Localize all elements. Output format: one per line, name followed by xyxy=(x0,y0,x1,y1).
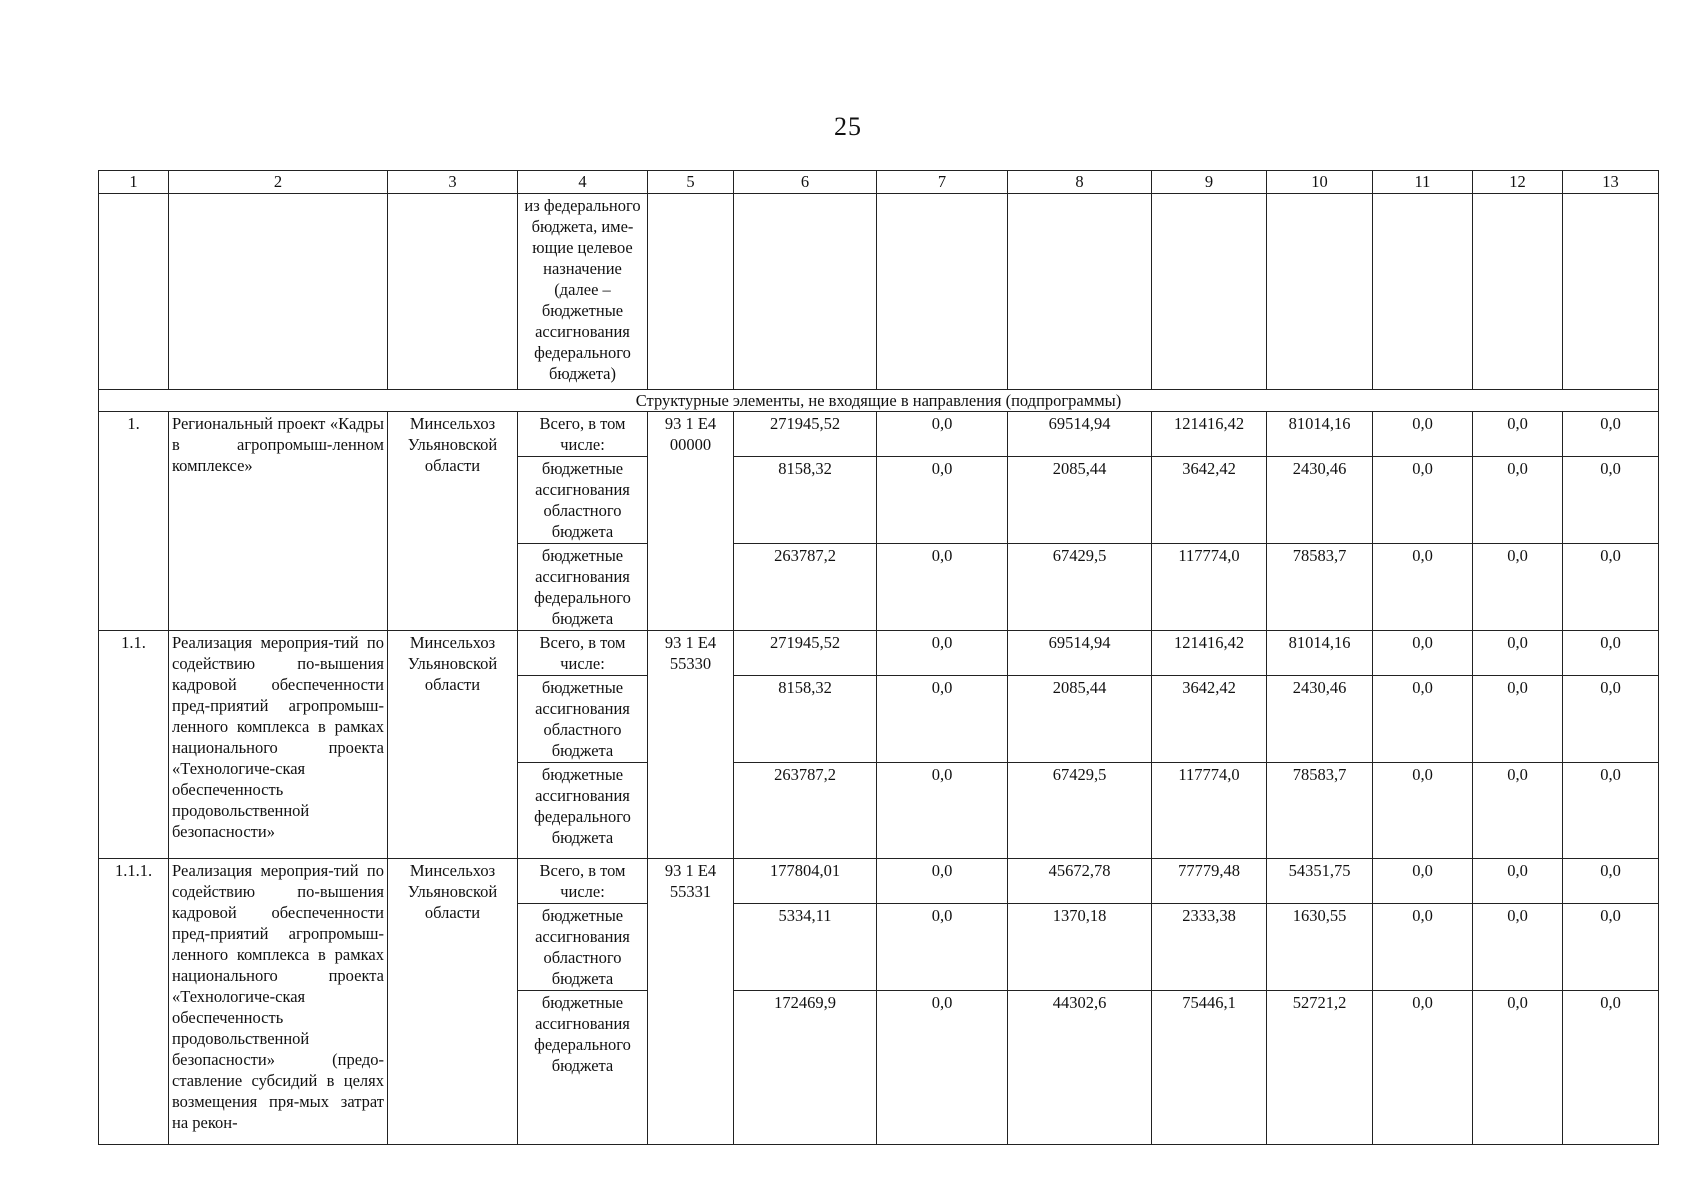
value-cell-col12: 0,0 xyxy=(1473,763,1563,859)
value-cell-col6: 8158,32 xyxy=(734,676,877,763)
value-cell-col12: 0,0 xyxy=(1473,544,1563,631)
value-cell-col10: 81014,16 xyxy=(1267,631,1373,676)
value-cell-col7: 0,0 xyxy=(877,457,1008,544)
value-cell-col11: 0,0 xyxy=(1373,457,1473,544)
column-number-2: 2 xyxy=(169,171,388,194)
value-cell-col7: 0,0 xyxy=(877,544,1008,631)
value-cell-col13: 0,0 xyxy=(1563,763,1659,859)
budget-code: 93 1 Е4 00000 xyxy=(648,412,734,631)
value-cell-col7: 0,0 xyxy=(877,904,1008,991)
value-cell-col11: 0,0 xyxy=(1373,676,1473,763)
value-cell-col6: 263787,2 xyxy=(734,544,877,631)
value-cell-col13: 0,0 xyxy=(1563,631,1659,676)
value-cell-col11: 0,0 xyxy=(1373,859,1473,904)
continued-col2 xyxy=(169,194,388,390)
value-cell-col10: 2430,46 xyxy=(1267,457,1373,544)
value-cell-col12: 0,0 xyxy=(1473,457,1563,544)
value-cell-col8: 2085,44 xyxy=(1008,676,1152,763)
continued-col11 xyxy=(1373,194,1473,390)
value-cell-col10: 54351,75 xyxy=(1267,859,1373,904)
items-body xyxy=(99,412,1659,1145)
column-number-8: 8 xyxy=(1008,171,1152,194)
value-cell-col11: 0,0 xyxy=(1373,763,1473,859)
column-number-row xyxy=(99,171,1659,194)
value-cell-col12: 0,0 xyxy=(1473,904,1563,991)
column-number-1: 1 xyxy=(99,171,169,194)
value-cell-col11: 0,0 xyxy=(1373,904,1473,991)
funding-source: бюджетные ассигнования федерального бюджета xyxy=(518,763,648,859)
value-cell-col10: 78583,7 xyxy=(1267,763,1373,859)
section-title: Структурные элементы, не входящие в направления (подпрограммы) xyxy=(99,390,1659,412)
value-cell-col8: 2085,44 xyxy=(1008,457,1152,544)
value-cell-col13: 0,0 xyxy=(1563,859,1659,904)
column-number-10: 10 xyxy=(1267,171,1373,194)
value-cell-col6: 271945,52 xyxy=(734,631,877,676)
funding-source: Всего, в том числе: xyxy=(518,631,648,676)
item-row xyxy=(99,631,1659,676)
value-cell-col7: 0,0 xyxy=(877,991,1008,1145)
item-row xyxy=(99,859,1659,904)
value-cell-col10: 78583,7 xyxy=(1267,544,1373,631)
funding-source: Всего, в том числе: xyxy=(518,859,648,904)
value-cell-col6: 172469,9 xyxy=(734,991,877,1145)
value-cell-col13: 0,0 xyxy=(1563,457,1659,544)
value-cell-col9: 3642,42 xyxy=(1152,457,1267,544)
value-cell-col9: 121416,42 xyxy=(1152,412,1267,457)
funding-source: бюджетные ассигнования федерального бюджета xyxy=(518,544,648,631)
value-cell-col8: 45672,78 xyxy=(1008,859,1152,904)
column-number-12: 12 xyxy=(1473,171,1563,194)
column-number-4: 4 xyxy=(518,171,648,194)
continued-col10 xyxy=(1267,194,1373,390)
value-cell-col6: 177804,01 xyxy=(734,859,877,904)
value-cell-col6: 263787,2 xyxy=(734,763,877,859)
value-cell-col11: 0,0 xyxy=(1373,412,1473,457)
budget-table xyxy=(98,170,1659,1145)
funding-source: бюджетные ассигнования областного бюджета xyxy=(518,457,648,544)
value-cell-col9: 77779,48 xyxy=(1152,859,1267,904)
value-cell-col12: 0,0 xyxy=(1473,631,1563,676)
value-cell-col11: 0,0 xyxy=(1373,991,1473,1145)
item-executor: Минсельхоз Ульяновской области xyxy=(388,859,518,1145)
value-cell-col11: 0,0 xyxy=(1373,631,1473,676)
value-cell-col6: 271945,52 xyxy=(734,412,877,457)
column-number-5: 5 xyxy=(648,171,734,194)
value-cell-col9: 117774,0 xyxy=(1152,544,1267,631)
value-cell-col11: 0,0 xyxy=(1373,544,1473,631)
column-number-9: 9 xyxy=(1152,171,1267,194)
value-cell-col13: 0,0 xyxy=(1563,544,1659,631)
item-number: 1.1.1. xyxy=(99,859,169,1145)
value-cell-col9: 3642,42 xyxy=(1152,676,1267,763)
value-cell-col10: 52721,2 xyxy=(1267,991,1373,1145)
budget-code: 93 1 Е4 55331 xyxy=(648,859,734,1145)
value-cell-col6: 5334,11 xyxy=(734,904,877,991)
value-cell-col8: 69514,94 xyxy=(1008,412,1152,457)
funding-source: бюджетные ассигнования федерального бюджета xyxy=(518,991,648,1145)
value-cell-col8: 1370,18 xyxy=(1008,904,1152,991)
continued-col8 xyxy=(1008,194,1152,390)
item-number: 1.1. xyxy=(99,631,169,859)
value-cell-col10: 1630,55 xyxy=(1267,904,1373,991)
value-cell-col9: 2333,38 xyxy=(1152,904,1267,991)
continued-col12 xyxy=(1473,194,1563,390)
funding-source: Всего, в том числе: xyxy=(518,412,648,457)
funding-source: бюджетные ассигнования областного бюджета xyxy=(518,904,648,991)
budget-code: 93 1 Е4 55330 xyxy=(648,631,734,859)
continued-funding-source: из федерального бюджета, име-ющие целевое назначение (далее – бюджетные ассигнования федерального бюджета) xyxy=(518,194,648,390)
value-cell-col7: 0,0 xyxy=(877,676,1008,763)
value-cell-col13: 0,0 xyxy=(1563,991,1659,1145)
column-number-13: 13 xyxy=(1563,171,1659,194)
item-executor: Минсельхоз Ульяновской области xyxy=(388,631,518,859)
value-cell-col12: 0,0 xyxy=(1473,676,1563,763)
value-cell-col7: 0,0 xyxy=(877,412,1008,457)
continued-col9 xyxy=(1152,194,1267,390)
column-number-7: 7 xyxy=(877,171,1008,194)
value-cell-col13: 0,0 xyxy=(1563,412,1659,457)
value-cell-col10: 2430,46 xyxy=(1267,676,1373,763)
continued-row xyxy=(99,194,1659,390)
item-number: 1. xyxy=(99,412,169,631)
continued-col5 xyxy=(648,194,734,390)
value-cell-col7: 0,0 xyxy=(877,631,1008,676)
value-cell-col7: 0,0 xyxy=(877,859,1008,904)
item-executor: Минсельхоз Ульяновской области xyxy=(388,412,518,631)
item-row xyxy=(99,412,1659,457)
continued-col1 xyxy=(99,194,169,390)
column-number-11: 11 xyxy=(1373,171,1473,194)
value-cell-col10: 81014,16 xyxy=(1267,412,1373,457)
item-name: Реализация мероприя-тий по содействию по-вышения кадровой обеспеченности пред-приятий агропромыш-ленного комплекса в рамках национального проекта «Технологиче-ская обеспеченность продовольственной безопасности» xyxy=(169,631,388,859)
value-cell-col9: 117774,0 xyxy=(1152,763,1267,859)
value-cell-col8: 69514,94 xyxy=(1008,631,1152,676)
value-cell-col13: 0,0 xyxy=(1563,676,1659,763)
continued-col7 xyxy=(877,194,1008,390)
continued-col6 xyxy=(734,194,877,390)
value-cell-col9: 75446,1 xyxy=(1152,991,1267,1145)
value-cell-col12: 0,0 xyxy=(1473,412,1563,457)
value-cell-col8: 67429,5 xyxy=(1008,763,1152,859)
page-number: 25 xyxy=(834,112,862,141)
value-cell-col9: 121416,42 xyxy=(1152,631,1267,676)
value-cell-col12: 0,0 xyxy=(1473,991,1563,1145)
section-header-row xyxy=(99,390,1659,412)
continued-col13 xyxy=(1563,194,1659,390)
continued-col3 xyxy=(388,194,518,390)
value-cell-col7: 0,0 xyxy=(877,763,1008,859)
value-cell-col13: 0,0 xyxy=(1563,904,1659,991)
value-cell-col8: 67429,5 xyxy=(1008,544,1152,631)
value-cell-col12: 0,0 xyxy=(1473,859,1563,904)
value-cell-col8: 44302,6 xyxy=(1008,991,1152,1145)
funding-source: бюджетные ассигнования областного бюджета xyxy=(518,676,648,763)
item-name: Реализация мероприя-тий по содействию по-вышения кадровой обеспеченности пред-приятий агропромыш-ленного комплекса в рамках национального проекта «Технологиче-ская обеспеченность продовольственной безопасности» (предо-ставление субсидий в целях возмещения пря-мых затрат на рекон- xyxy=(169,859,388,1145)
value-cell-col6: 8158,32 xyxy=(734,457,877,544)
item-name: Региональный проект «Кадры в агропромыш-ленном комплексе» xyxy=(169,412,388,631)
column-number-6: 6 xyxy=(734,171,877,194)
column-number-3: 3 xyxy=(388,171,518,194)
